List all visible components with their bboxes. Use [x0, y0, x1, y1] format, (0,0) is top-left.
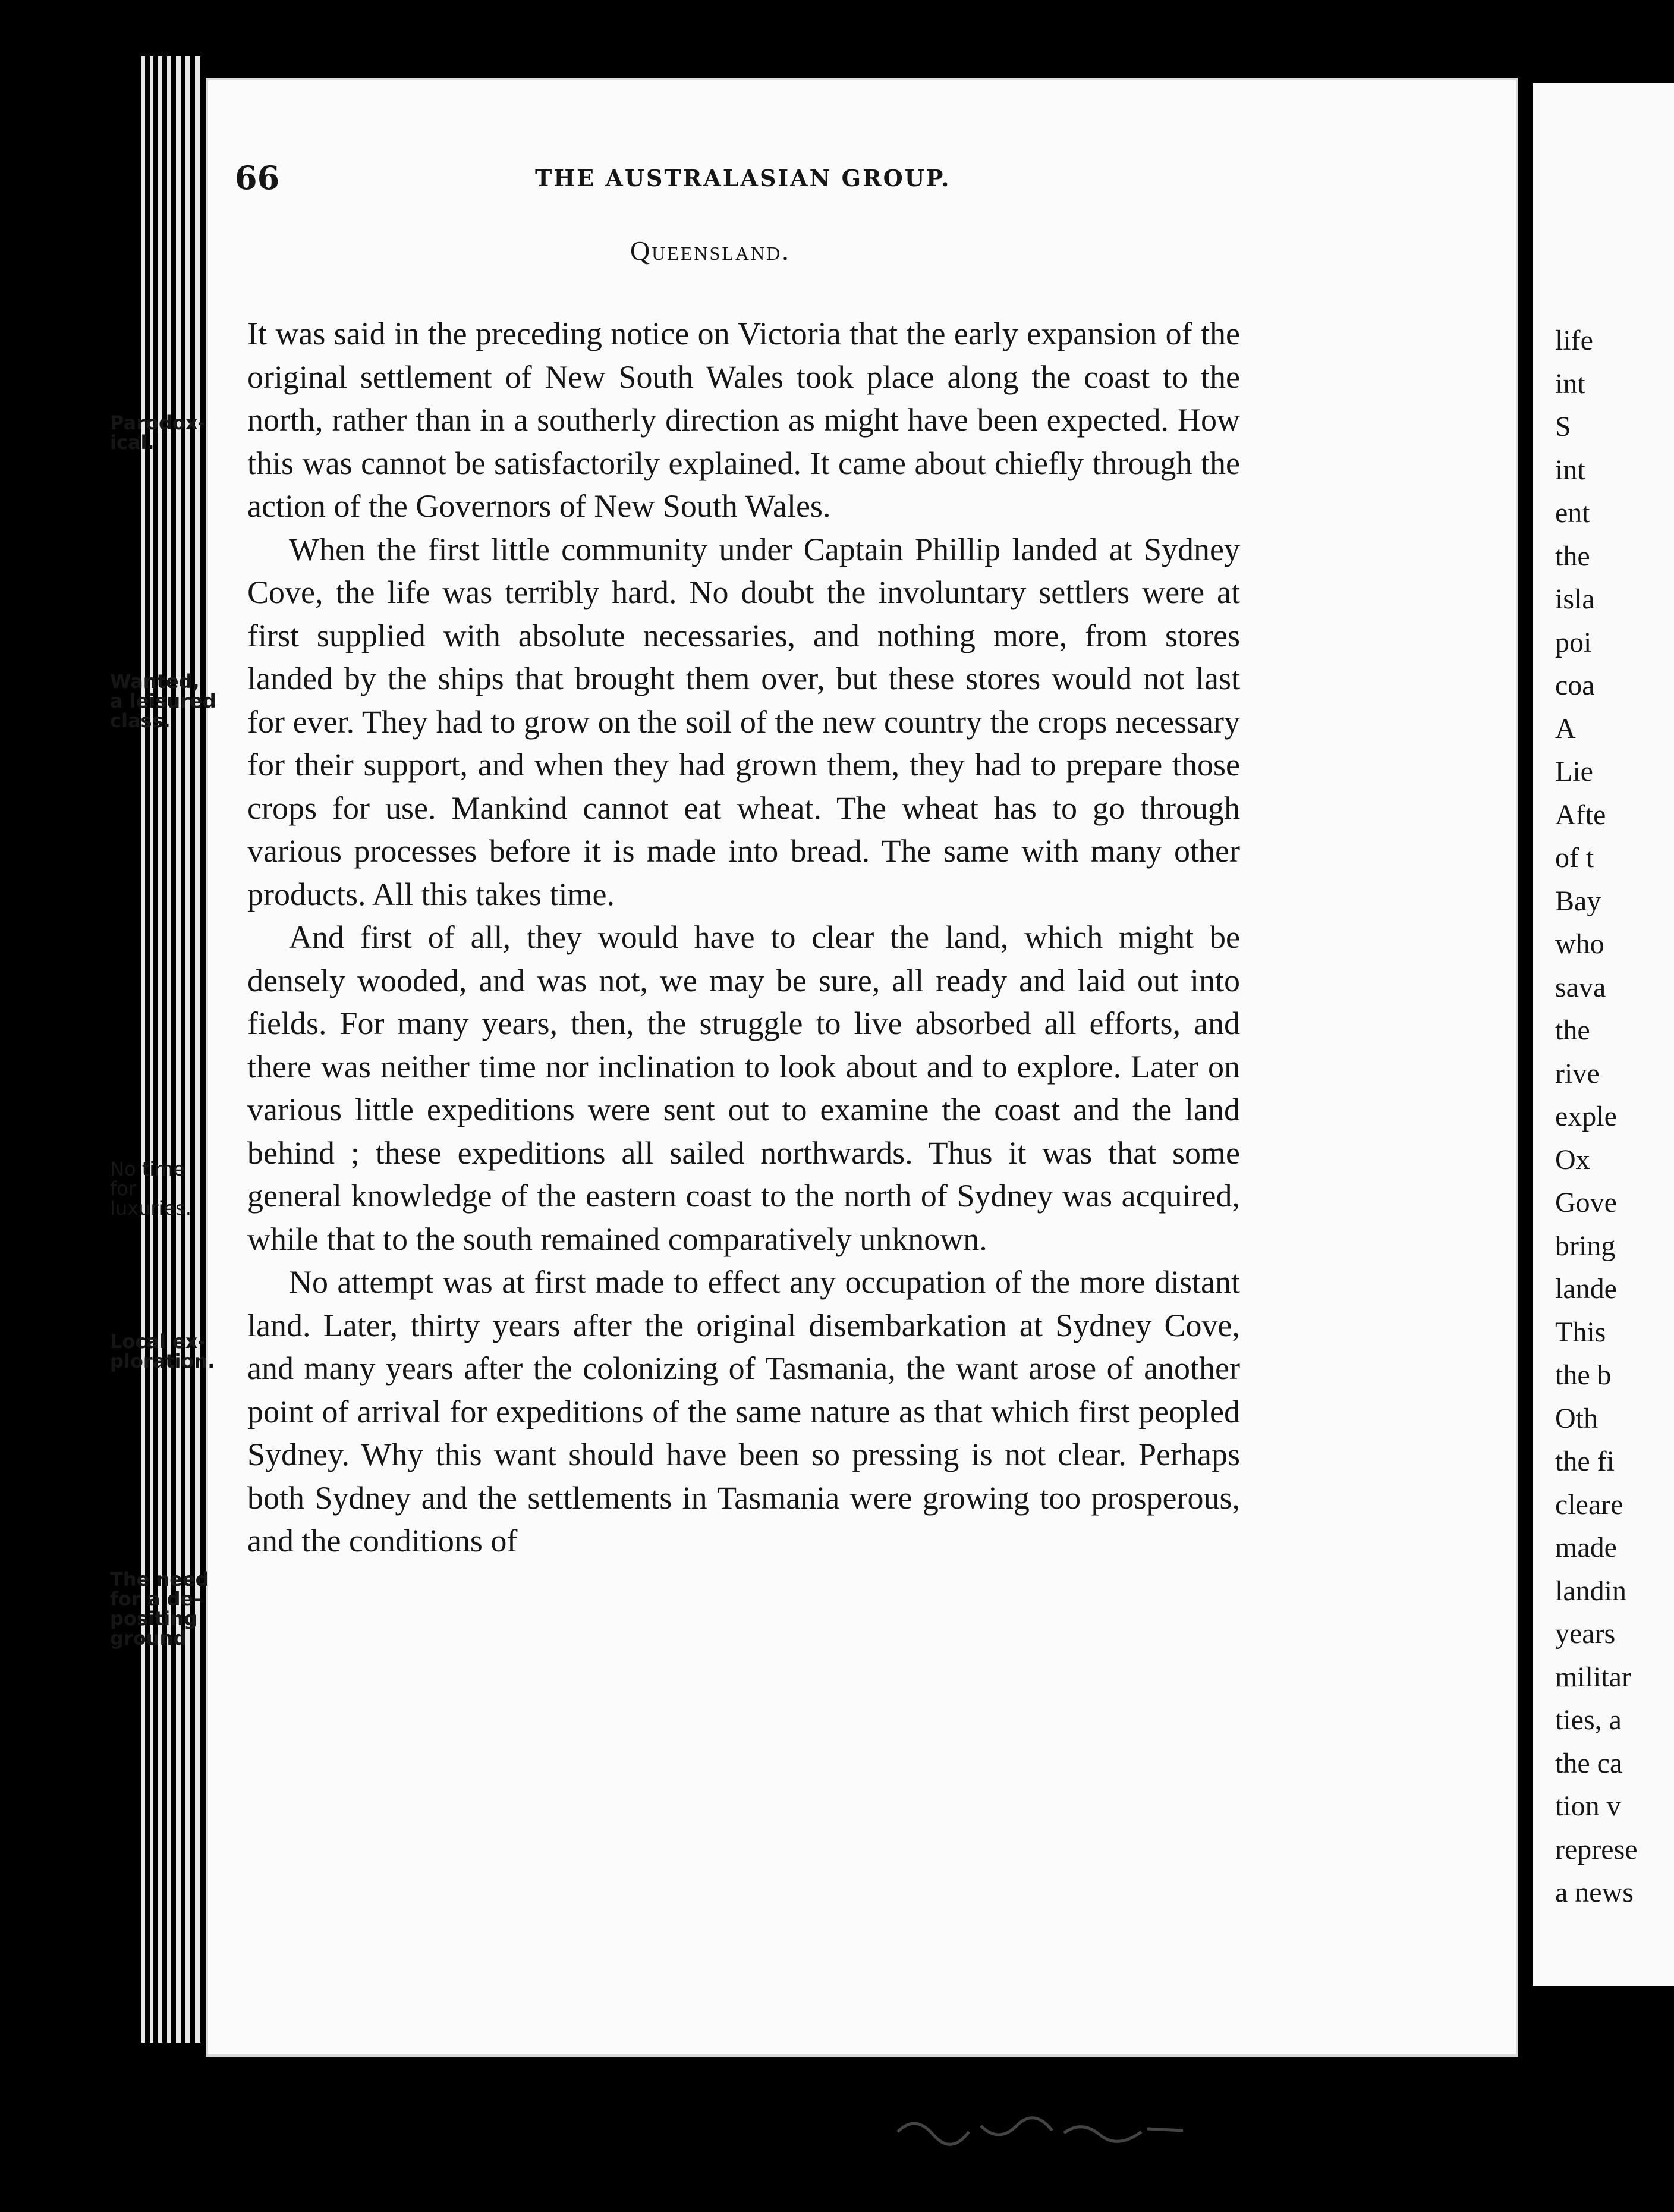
facing-page-fragment: who: [1555, 928, 1604, 960]
facing-page-fragment: sava: [1555, 971, 1606, 1003]
facing-page-fragment: made: [1555, 1532, 1617, 1563]
facing-page-fragment: ties, a: [1555, 1704, 1622, 1736]
facing-page-fragment: lande: [1555, 1273, 1617, 1305]
running-title: THE AUSTRALASIAN GROUP.: [535, 165, 951, 191]
page-edges: [141, 56, 213, 2043]
facing-page-fragment: A: [1555, 712, 1576, 744]
facing-page-fragment: poi: [1555, 626, 1592, 658]
paragraph: And first of all, they would have to clear the land, which might be densely wooded, and was not, we may be sure, all ready and laid out into fields. For many years, then, the struggle to live absorbed all efforts, and there was neither time nor inclination to look about and to explore. Later on various little expeditions were sent out to examine the coast and the land behind ; these expeditions all sailed northwards. Thus it was that some general knowledge of the eastern coast to the north of Sydney was acquired, while that to the south remained comparatively unknown.: [247, 919, 1240, 1257]
facing-page-fragment: of t: [1555, 842, 1594, 874]
facing-page-fragment: landin: [1555, 1575, 1626, 1607]
paragraph: No attempt was at first made to effect any occupation of the more distant land. Later, thirty years after the original disembarkation at Sydney Cove, and many years after the colonizing of Tasmania, the want arose of another point of arrival for expeditions of the same nature as that which first peopled Sydney. Why this want should have been so pressing is not clear. Perhaps both Sydney and the settlements in Tasmania were growing too prosperous, and the conditions of: [247, 1264, 1240, 1559]
sidenote-wanted-leisured-class: Wanted, a leisured class.: [110, 670, 216, 732]
sidenote-no-time-for-luxuries: No time for luxuries.: [110, 1158, 191, 1220]
facing-page-fragment: the: [1555, 1014, 1590, 1046]
facing-page-fragment: bring: [1555, 1230, 1616, 1262]
facing-page-fragment: Gove: [1555, 1187, 1617, 1218]
facing-page-fragment: the ca: [1555, 1747, 1623, 1779]
facing-page-fragment: a news: [1555, 1877, 1634, 1908]
facing-page-fragment: int: [1555, 367, 1585, 400]
facing-page-fragment: int: [1555, 454, 1585, 486]
facing-page-fragment: the: [1555, 540, 1590, 572]
handwritten-mark: [892, 2108, 1189, 2156]
paragraph: It was said in the preceding notice on Victoria that the early expansion of the original settlement of New South Wales took place along the coast to the north, rather than in a southerly direction as might have been expected. How this was cannot be satisfactorily explained. It came about chiefly through the action of the Governors of New South Wales.: [247, 316, 1240, 524]
sidenote-parodoxical: Parodox- ical.: [110, 411, 206, 454]
facing-page-fragment: the fi: [1555, 1446, 1615, 1477]
sidenote-local-exploration: Local ex- ploration.: [110, 1330, 215, 1372]
facing-page-fragment: coa: [1555, 670, 1595, 701]
facing-page-fragment: militar: [1555, 1661, 1631, 1693]
facing-page-fragment: Bay: [1555, 885, 1601, 917]
facing-page-fragment: Lie: [1555, 756, 1593, 787]
facing-page-fragment: ent: [1555, 497, 1590, 529]
facing-page: [1533, 83, 1674, 1986]
body-text: [247, 312, 1240, 1563]
facing-page-fragment: Ox: [1555, 1143, 1590, 1176]
paragraph: When the first little community under Captain Phillip landed at Sydney Cove, the life was terribly hard. No doubt the involuntary settlers were at first supplied with absolute necessaries, and nothing more, from stores landed by the ships that brought them over, but these stores would not last for ever. They had to grow on the soil of the new country the crops necessary for their support, and when they had grown them, they had to prepare those crops for use. Mankind cannot eat wheat. The wheat has to go through various processes before it is made into bread. The same with many other products. All this takes time.: [247, 531, 1240, 912]
facing-page-fragment: represe: [1555, 1833, 1638, 1865]
facing-page-fragment: isla: [1555, 583, 1595, 615]
facing-page-fragment: tion v: [1555, 1790, 1621, 1822]
facing-page-fragment: S: [1555, 411, 1571, 442]
facing-page-fragment: This: [1555, 1316, 1606, 1348]
section-title: Queensland.: [630, 235, 791, 266]
facing-page-fragment: cleare: [1555, 1488, 1623, 1520]
facing-page-fragment: exple: [1555, 1101, 1617, 1132]
facing-page-fragment: the b: [1555, 1359, 1612, 1391]
facing-page-fragment: Oth: [1555, 1402, 1598, 1434]
page-header: [0, 159, 1674, 200]
facing-page-fragment: years: [1555, 1618, 1616, 1649]
sidenote-need-for-depositing-ground: The need for a de- positing ground: [110, 1568, 209, 1649]
facing-page-fragment: life: [1555, 325, 1593, 356]
facing-page-fragment: Afte: [1555, 799, 1606, 831]
facing-page-fragment: rive: [1555, 1057, 1600, 1089]
page-number: 66: [235, 159, 280, 197]
